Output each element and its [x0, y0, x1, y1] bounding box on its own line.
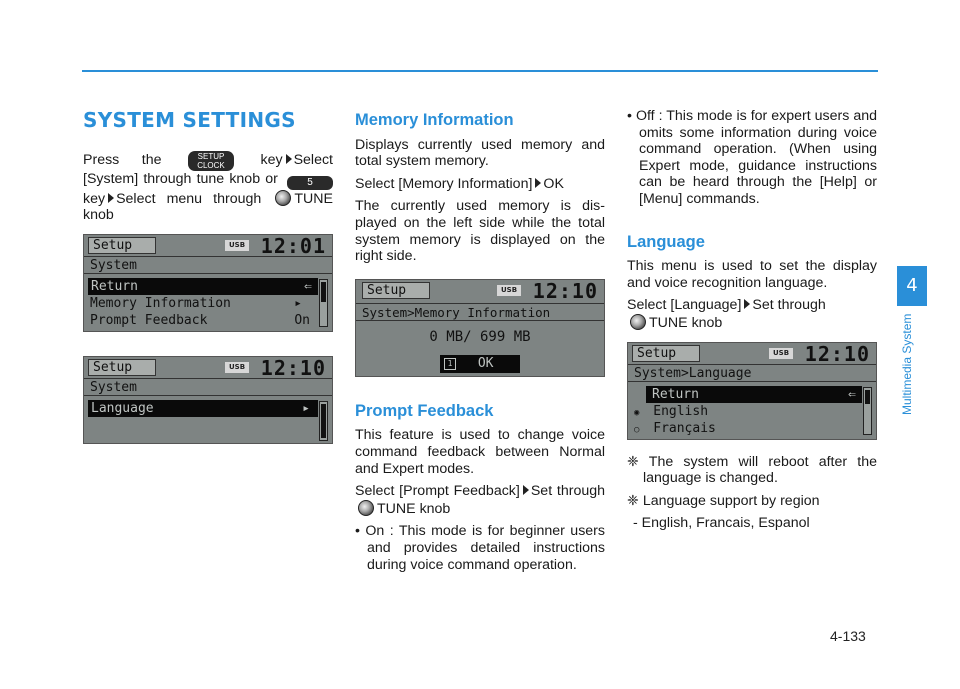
chevron-right-icon: ▸	[294, 295, 302, 311]
screen-system-menu	[83, 234, 333, 332]
arrow-right-icon	[744, 299, 750, 309]
language-p2: Select [Language] Set through TUNE knob	[627, 297, 826, 331]
memory-p2: Select [Memory Information] OK	[355, 175, 564, 192]
screen-memory-information	[355, 279, 605, 377]
chapter-label: Multimedia System	[900, 314, 914, 416]
intro-paragraph: Press the SETUP CLOCK key Select [System] through tune knob or 5 key Select menu through TUNE knob	[83, 151, 333, 224]
clock-display: 12:01	[260, 233, 326, 258]
menu-item-language[interactable]: Language ▸	[88, 400, 318, 417]
scrollbar[interactable]	[863, 387, 872, 435]
menu-item-memory-information[interactable]: Memory Information ▸	[90, 295, 302, 311]
memory-p3: The currently used memory is dis-played on the left side while the total system memory is displayed on the right side.	[355, 198, 605, 265]
chevron-right-icon: ▸	[302, 400, 310, 416]
key-5-icon: 5	[287, 176, 333, 190]
heading-language: Language	[627, 232, 705, 251]
scrollbar[interactable]	[319, 401, 328, 441]
ok-index-badge: 1	[444, 358, 456, 370]
memory-value: 0 MB/ 699 MB	[429, 328, 531, 345]
back-arrow-icon: ⇐	[304, 278, 312, 294]
heading-memory-information: Memory Information	[355, 111, 514, 129]
clock-display: 12:10	[260, 355, 326, 380]
arrow-right-icon	[523, 485, 529, 495]
setup-clock-key-icon: SETUP CLOCK	[188, 151, 234, 171]
tune-knob-icon	[630, 314, 646, 330]
prompt-p2: Select [Prompt Feedback] Set throughTUNE knob	[355, 483, 606, 517]
screen-tab: Setup	[88, 237, 156, 254]
radio-unselected-icon: ○	[634, 424, 640, 435]
memory-p1: Displays currently used memory and total system memory.	[355, 136, 605, 170]
clock-display: 12:10	[804, 341, 870, 366]
note-region: ❈ Language support by region	[627, 492, 820, 509]
usb-icon: USB	[225, 362, 249, 373]
top-rule	[82, 70, 878, 72]
screen-system-language	[83, 356, 333, 444]
menu-item-prompt-feedback[interactable]: Prompt Feedback On	[90, 312, 310, 328]
language-p1: This menu is used to set the display and voice recognition language.	[627, 258, 877, 291]
ok-button[interactable]: 1 OK	[440, 355, 520, 373]
radio-selected-icon: ◉	[634, 407, 640, 418]
screen-language	[627, 342, 877, 440]
prompt-p1: This feature is used to change voice command feedback between Normal and Expert modes.	[355, 427, 605, 477]
screen-title: System>Language	[628, 365, 876, 382]
bullet-on-mode: • On : This mode is for beginner users and provides detailed instructions during voice command operation.	[355, 523, 605, 573]
note-languages: - English, Francais, Espanol	[633, 515, 810, 532]
menu-item-return[interactable]: Return ⇐	[88, 278, 318, 295]
chapter-tab: 4	[897, 266, 927, 306]
page-number: 4-133	[830, 628, 866, 644]
arrow-right-icon	[535, 178, 541, 188]
screen-title: System	[84, 257, 332, 274]
arrow-right-icon	[286, 154, 292, 164]
scrollbar[interactable]	[319, 279, 328, 327]
screen-tab: Setup	[632, 345, 700, 362]
column-1	[83, 108, 333, 458]
note-reboot: ❈ The system will reboot after the language is changed.	[627, 453, 877, 487]
column-3	[627, 108, 877, 538]
menu-item-return[interactable]: Return ⇐	[646, 386, 862, 403]
heading-prompt-feedback: Prompt Feedback	[355, 401, 494, 420]
usb-icon: USB	[225, 240, 249, 251]
usb-icon: USB	[769, 348, 793, 359]
column-2	[355, 108, 605, 577]
usb-icon: USB	[497, 285, 521, 296]
screen-tab: Setup	[88, 359, 156, 376]
tune-knob-icon	[275, 190, 291, 206]
tune-knob-icon	[358, 500, 374, 516]
screen-title: System>Memory Information	[356, 304, 604, 321]
menu-item-english[interactable]: ◉ English	[634, 403, 709, 419]
section-title: SYSTEM SETTINGS	[83, 108, 296, 132]
screen-tab: Setup	[362, 282, 430, 299]
clock-display: 12:10	[532, 278, 598, 303]
screen-title: System	[84, 379, 332, 396]
back-arrow-icon: ⇐	[848, 386, 856, 402]
menu-item-francais[interactable]: ○ Français	[634, 420, 716, 436]
bullet-off-mode: • Off : This mode is for expert users and omits some information during voice command operation. (When using Expert mode, guidance instructions can be heard through the [Help] or [Menu] commands.	[627, 108, 877, 207]
arrow-right-icon	[108, 193, 114, 203]
